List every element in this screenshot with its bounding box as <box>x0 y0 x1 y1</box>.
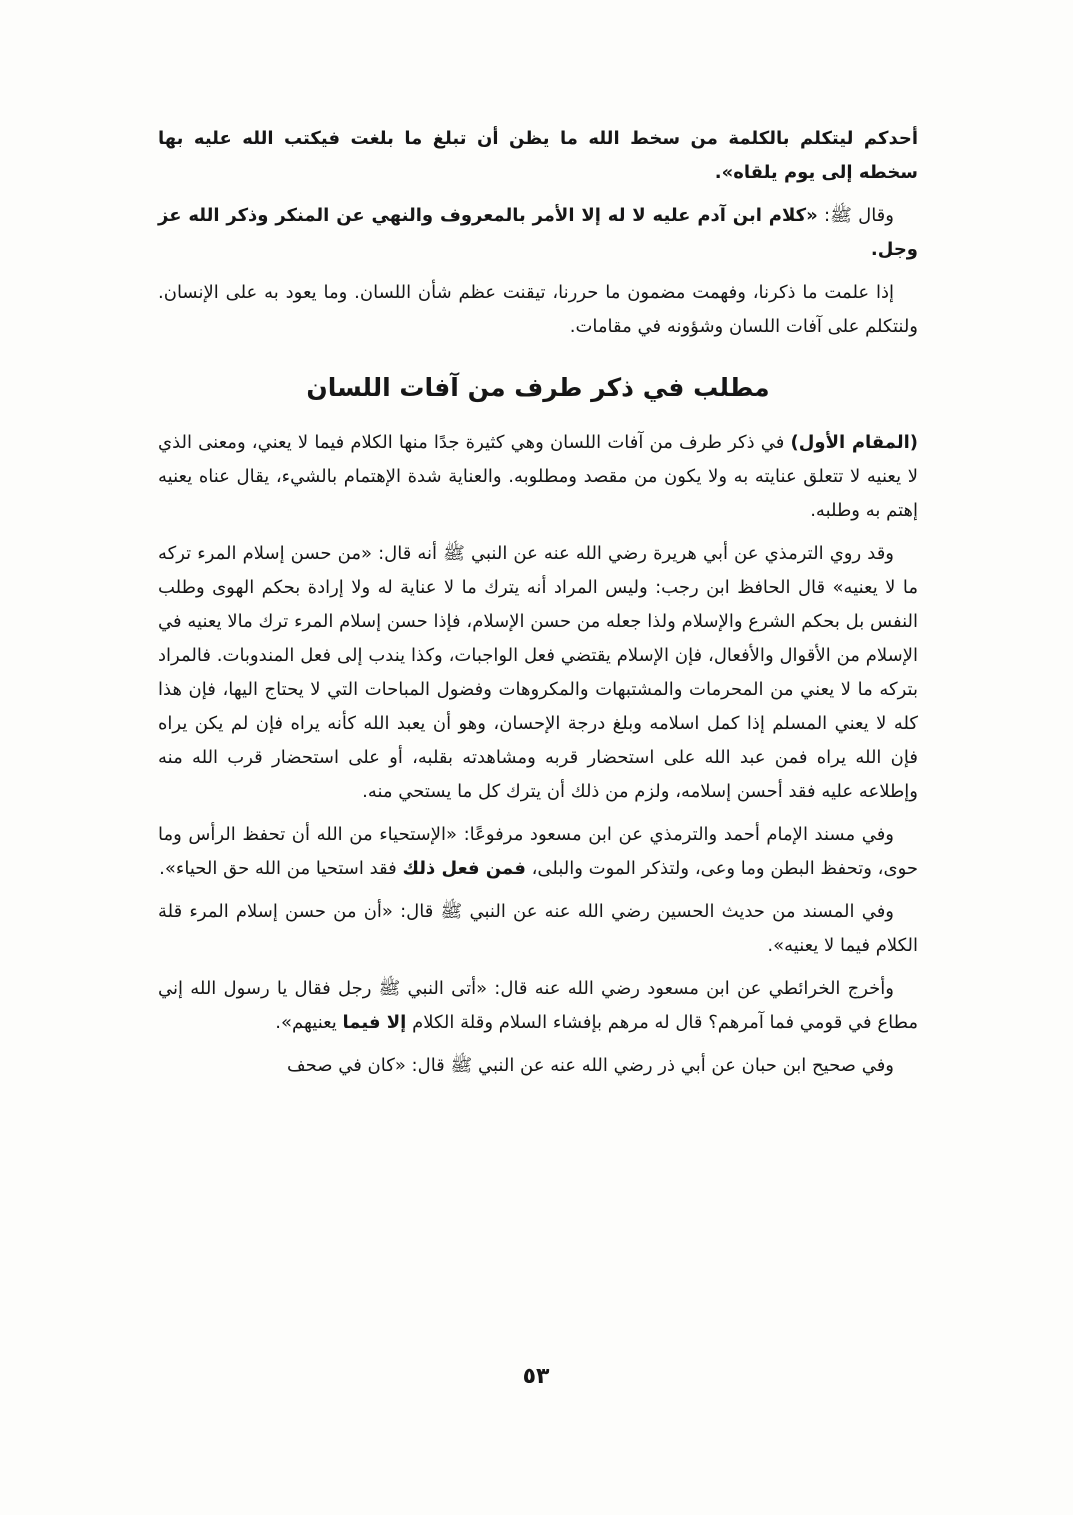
paragraph-5 <box>158 537 918 809</box>
paragraph-6 <box>158 818 918 886</box>
paragraph-4-text: في ذكر طرف من آفات اللسان وهي كثيرة جدًا منها الكلام فيما لا يعني، ومعنى الذي لا يعنيه لا تتعلق عنايته به ولا يكون من مقصد ومطلوبه. والعناية شدة الإهتمام بالشيء، يقال عناه يعنيه إهتم به وطلبه. <box>158 432 918 521</box>
paragraph-6-text-b: فقد استحيا من الله حق الحياء». <box>159 858 403 879</box>
paragraph-7-text: وفي المسند من حديث الحسين رضي الله عنه عن النبي ﷺ قال: «أن من حسن إسلام المرء قلة الكلام فيما لا يعنيه». <box>158 901 918 956</box>
paragraph-6-text-a: وفي مسند الإمام أحمد والترمذي عن ابن مسعود مرفوعًا: «الإستحياء من الله أن تحفظ الرأس وما حوى، وتحفظ البطن وما وعى، ولتذكر الموت والبلى، <box>158 824 918 879</box>
paragraph-7 <box>158 895 918 963</box>
paragraph-3-text: إذا علمت ما ذكرنا، وفهمت مضمون ما حررنا، تيقنت عظم شأن اللسان. وما يعود به على الإنسان. ولنتكلم على آفات اللسان وشؤونه في مقامات. <box>158 282 918 337</box>
paragraph-6-bold: فمن فعل ذلك <box>402 858 526 879</box>
paragraph-8-text-a: وأخرج الخرائطي عن ابن مسعود رضي الله عنه قال: «أتى النبي ﷺ رجل فقال يا رسول الله إني مطاع في قومي فما آمرهم؟ قال له مرهم بإفشاء السلام وقلة الكلام <box>158 978 918 1033</box>
paragraph-8 <box>158 972 918 1040</box>
paragraph-5-text: وقد روي الترمذي عن أبي هريرة رضي الله عنه عن النبي ﷺ أنه قال: «من حسن إسلام المرء تركه ما لا يعنيه» قال الحافظ ابن رجب: وليس المراد أنه يترك ما لا عناية له ولا إرادة بحكم الهوى وطلب النفس بل بحكم الشرع والإسلام ولذا جعله من حسن الإسلام، فإذا حسن إسلام المرء ترك مالا يعنيه في الإسلام من الأقوال والأفعال، فإن الإسلام يقتضي فعل الواجبات، وكذا يندب إلى فعل المندوبات. فالمراد بتركه ما لا يعني من المحرمات والمشتبهات والمكروهات وفضول المباحات التي لا يحتاج اليها، فإن هذا كله لا يعني المسلم إذا كمل اسلامه وبلغ درجة الإحسان، وهو أن يعبد الله كأنه يراه فإن لم يكن يراه فإن الله يراه فمن عبد الله على استحضار قربه ومشاهدته بقلبه، أو على استحضار قرب الله منه وإطلاعه عليه فقد أحسن إسلامه، ولزم من ذلك أن يترك كل ما يستحي منه. <box>158 543 918 802</box>
paragraph-9-text: وفي صحيح ابن حبان عن أبي ذر رضي الله عنه عن النبي ﷺ قال: «كان في صحف <box>286 1055 894 1076</box>
paragraph-9 <box>158 1049 918 1083</box>
paragraph-1-bold: أحدكم ليتكلم بالكلمة من سخط الله ما يظن أن تبلغ ما بلغت فيكتب الله عليه بها سخطه إلى يوم يلقاه». <box>158 128 918 183</box>
paragraph-1 <box>158 122 918 190</box>
paragraph-2-quote: «كلام ابن آدم عليه لا له إلا الأمر بالمعروف والنهي عن المنكر وذكر الله عز وجل. <box>158 205 918 260</box>
page-number: ٥٣ <box>522 1364 550 1389</box>
paragraph-8-bold: إلا فيما <box>342 1012 407 1033</box>
paragraph-4-bold: (المقام الأول) <box>790 432 918 453</box>
paragraph-4 <box>158 426 918 528</box>
paragraph-2 <box>158 199 918 267</box>
paragraph-8-text-b: يعنيهم». <box>275 1012 343 1033</box>
paragraph-2-text: وقال ﷺ: <box>817 205 894 226</box>
paragraph-3 <box>158 276 918 344</box>
section-heading: مطلب في ذكر طرف من آفات اللسان <box>306 373 770 402</box>
page-body <box>158 122 918 1092</box>
